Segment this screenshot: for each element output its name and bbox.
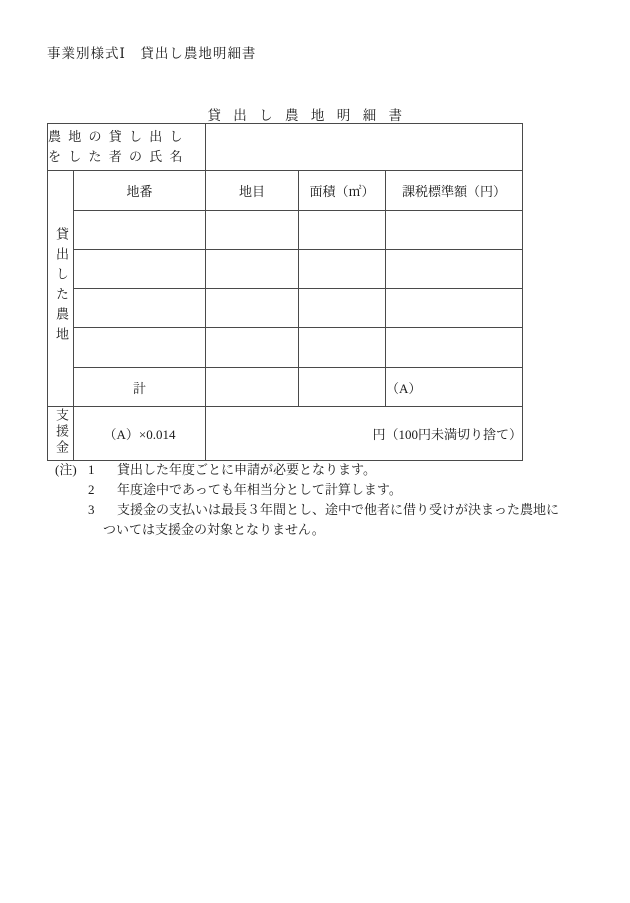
area-header: 面積（㎡） [299, 171, 386, 211]
support-money-group-cell [48, 407, 74, 461]
lot-number-cell [74, 289, 206, 328]
land-category-cell [206, 250, 299, 289]
total-row [48, 368, 523, 407]
taxable-value-cell [386, 289, 523, 328]
note-item [55, 480, 571, 500]
lender-name-value-cell [206, 124, 523, 171]
support-money-label: 支援金 [54, 407, 69, 456]
lot-number-header: 地番 [74, 171, 206, 211]
note-number: 1 [88, 462, 95, 477]
taxable-value-cell [386, 211, 523, 250]
note-text: 年度途中であっても年相当分として計算します。 [117, 482, 402, 497]
taxable-value-header: 課税標準額（円） [386, 171, 523, 211]
land-category-cell [206, 328, 299, 368]
lot-number-cell [74, 328, 206, 368]
note-text: 貸出した年度ごとに申請が必要となります。 [117, 462, 376, 477]
support-money-amount-cell: 円（100円未満切り捨て） [206, 407, 523, 461]
form-id-heading: 事業別様式Ⅰ 貸出し農地明細書 [47, 46, 257, 61]
note-number: 2 [88, 482, 95, 497]
lent-farmland-group-label: 貸出した農地 [54, 226, 69, 347]
total-area-cell [299, 368, 386, 407]
note-prefix [55, 480, 88, 500]
note-prefix [55, 500, 88, 540]
farmland-entry-row [48, 211, 523, 250]
total-land-category-cell [206, 368, 299, 407]
lent-farmland-table [47, 123, 523, 461]
lender-name-row [48, 124, 523, 171]
farmland-entry-row [48, 250, 523, 289]
total-label: 計 [74, 368, 206, 407]
lent-farmland-group-cell [48, 171, 74, 407]
note-number: 3 [88, 502, 95, 517]
area-cell [299, 328, 386, 368]
total-taxable-value-ref: （A） [386, 368, 523, 407]
farmland-entry-row [48, 289, 523, 328]
support-money-row [48, 407, 523, 461]
lender-name-label [48, 124, 206, 171]
support-money-formula: （A）×0.014 [74, 407, 206, 461]
note-body [88, 460, 571, 480]
land-category-header: 地目 [206, 171, 299, 211]
area-cell [299, 289, 386, 328]
note-item [55, 460, 571, 480]
taxable-value-cell [386, 250, 523, 289]
area-cell [299, 250, 386, 289]
taxable-value-cell [386, 328, 523, 368]
lot-number-cell [74, 211, 206, 250]
farmland-entry-row [48, 328, 523, 368]
note-text: 支援金の支払いは最長３年間とし、途中で他者に借り受けが決まった農地については支援金の対象となりません。 [103, 502, 560, 537]
note-body [88, 480, 571, 500]
note-prefix: (注) [55, 462, 77, 477]
lender-name-label-line1: 農 地 の 貸 し 出 し [48, 129, 185, 144]
note-body [88, 500, 571, 540]
column-header-row [48, 171, 523, 211]
note-item [55, 500, 571, 540]
land-category-cell [206, 211, 299, 250]
lender-name-label-line2: を し た 者 の 氏 名 [48, 149, 185, 164]
lot-number-cell [74, 250, 206, 289]
area-cell [299, 211, 386, 250]
land-category-cell [206, 289, 299, 328]
notes-section [55, 460, 571, 540]
sheet-title: 貸 出 し 農 地 明 細 書 [207, 108, 407, 123]
